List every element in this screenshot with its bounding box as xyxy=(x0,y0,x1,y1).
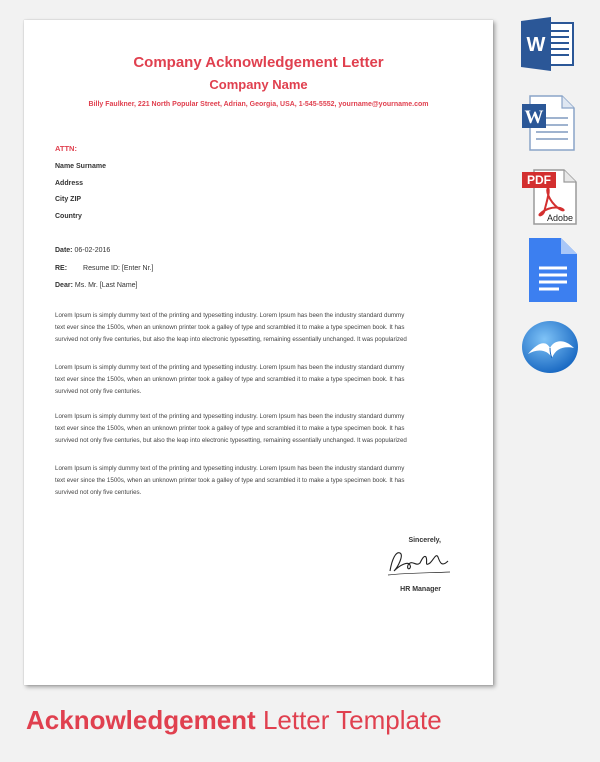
attn-label: ATTN: xyxy=(55,144,77,153)
re-value: Resume ID: [Enter Nr.] xyxy=(83,265,154,272)
paragraph-line: Lorem Ipsum is simply dummy text of the printing and typesetting industry. Lorem Ipsum has been the industry standard dummy xyxy=(55,413,405,420)
paragraph-line: survived not only five centuries. xyxy=(55,388,142,395)
pdf-label: PDF xyxy=(527,173,551,187)
re-line xyxy=(55,265,153,272)
letter-title: Company Acknowledgement Letter xyxy=(133,54,384,71)
paragraph-line: Lorem Ipsum is simply dummy text of the printing and typesetting industry. Lorem Ipsum has been the industry standard dummy xyxy=(55,364,405,371)
paragraph-line: text ever since the 1500s, when an unknown printer took a galley of type and scrambled it to make a type specimen book. It has xyxy=(55,376,405,383)
body-paragraph xyxy=(55,310,475,346)
pdf-icon[interactable] xyxy=(520,168,580,226)
body-paragraph xyxy=(55,463,475,499)
template-title xyxy=(26,705,442,736)
google-docs-icon[interactable] xyxy=(527,236,579,304)
dear-label: Dear: xyxy=(55,282,73,289)
adobe-label: Adobe xyxy=(546,213,574,223)
template-title-rest: Letter Template xyxy=(255,705,442,735)
company-address: Billy Faulkner, 221 North Popular Street, Adrian, Georgia, USA, 1-545-5552, yourname@yourname.com xyxy=(88,101,429,108)
paragraph-line: text ever since the 1500s, when an unknown printer took a galley of type and scrambled it to make a type specimen book. It has xyxy=(55,477,405,484)
word-icon[interactable] xyxy=(519,17,577,71)
body-paragraph xyxy=(55,362,475,398)
recipient-name: Name Surname xyxy=(55,163,106,170)
dear-line xyxy=(55,282,137,289)
paragraph-line: Lorem Ipsum is simply dummy text of the printing and typesetting industry. Lorem Ipsum has been the industry standard dummy xyxy=(55,312,405,319)
openoffice-icon[interactable] xyxy=(520,318,580,376)
signature-image xyxy=(386,545,452,579)
signer-title: HR Manager xyxy=(400,586,441,593)
paragraph-line: text ever since the 1500s, when an unknown printer took a galley of type and scrambled it to make a type specimen book. It has xyxy=(55,425,405,432)
svg-text:W: W xyxy=(524,107,544,128)
paragraph-line: survived not only five centuries. xyxy=(55,489,142,496)
svg-text:W: W xyxy=(526,34,546,56)
date-line xyxy=(55,247,110,254)
closing: Sincerely, xyxy=(408,537,441,544)
company-name: Company Name xyxy=(209,77,308,92)
template-title-bold: Acknowledgement xyxy=(26,705,256,735)
letter-page xyxy=(24,20,493,685)
paragraph-line: survived not only five centuries, but also the leap into electronic typesetting, remaining essentially unchanged. It was popularized xyxy=(55,336,407,343)
word-doc-icon[interactable] xyxy=(520,94,576,152)
date-label: Date: xyxy=(55,247,73,254)
paragraph-line: text ever since the 1500s, when an unknown printer took a galley of type and scrambled it to make a type specimen book. It has xyxy=(55,324,405,331)
body-paragraph xyxy=(55,411,475,447)
recipient-country: Country xyxy=(55,213,82,220)
recipient-city: City ZIP xyxy=(55,196,82,203)
recipient-address: Address xyxy=(55,180,84,187)
paragraph-line: Lorem Ipsum is simply dummy text of the printing and typesetting industry. Lorem Ipsum has been the industry standard dummy xyxy=(55,465,405,472)
date-value: 06-02-2016 xyxy=(74,247,111,254)
paragraph-line: survived not only five centuries, but also the leap into electronic typesetting, remaining essentially unchanged. It was popularized xyxy=(55,437,407,444)
dear-value: Ms. Mr. [Last Name] xyxy=(74,282,138,289)
re-label: RE: xyxy=(55,265,68,272)
